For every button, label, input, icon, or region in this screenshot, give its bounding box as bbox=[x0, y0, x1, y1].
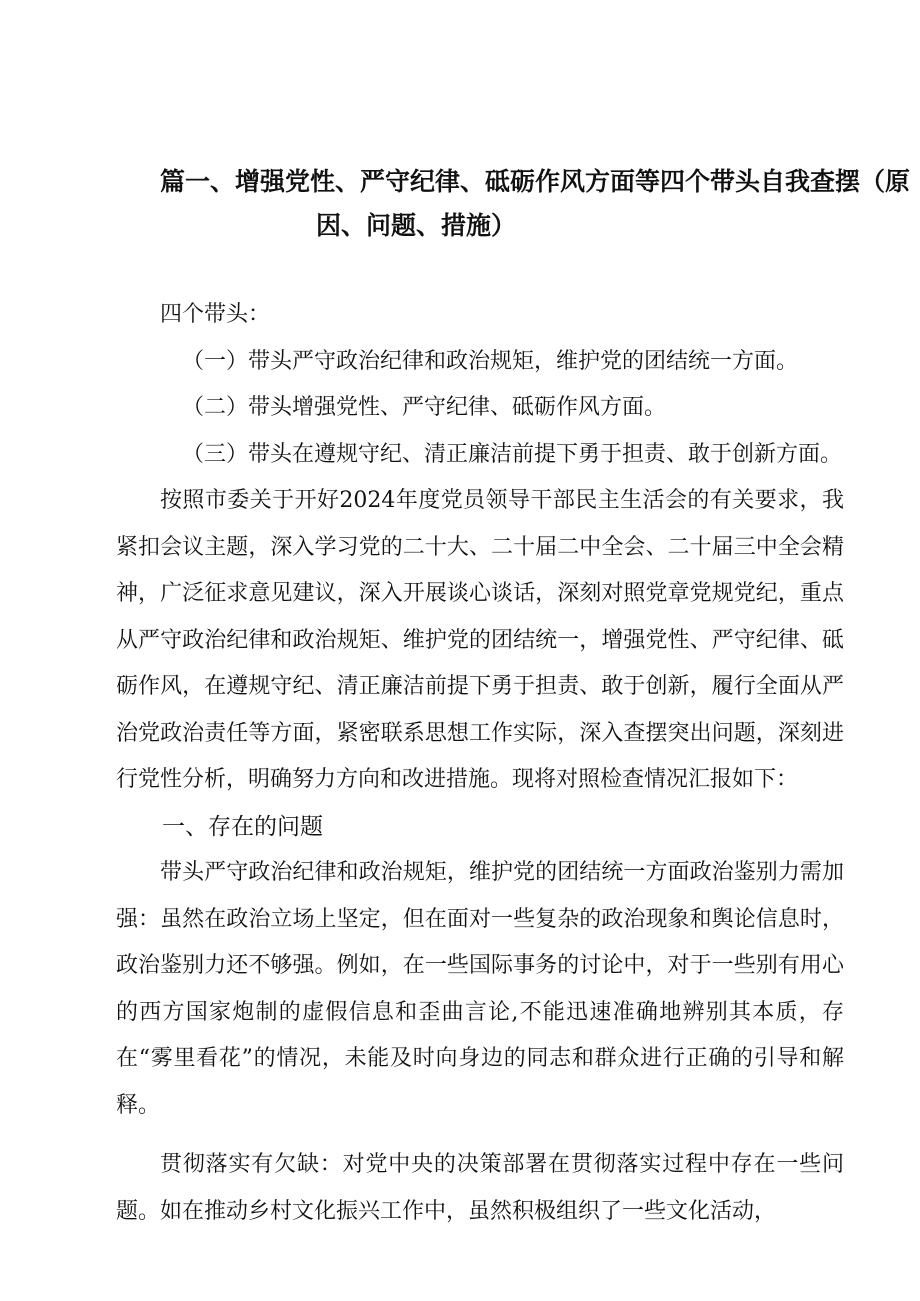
document-body bbox=[116, 292, 844, 1235]
document-title bbox=[160, 160, 911, 248]
title-line-2: 因、问题、措施） bbox=[316, 211, 517, 240]
section-heading: 一、存在的问题 bbox=[162, 813, 323, 840]
list-item-2: （二）带头增强党性、严守纪律、砥砺作风方面。 bbox=[182, 395, 667, 420]
list-item-3: （三）带头在遵规守纪、清正廉洁前提下勇于担责、敢于创新方面。 bbox=[182, 441, 843, 467]
paragraph-implementation: 贯彻落实有欠缺：对党中央的决策部署在贯彻落实过程中存在一些问题。如在推动乡村文化振兴工作中，虽然积极组织了一些文化活动， bbox=[116, 1152, 844, 1224]
list-item-1: （一）带头严守政治纪律和政治规矩，维护党的团结统一方面。 bbox=[182, 348, 799, 374]
intro-label: 四个带头： bbox=[160, 302, 271, 327]
intro-paragraph: 按照市委关于开好2024年度党员领导干部民主生活会的有关要求，我紧扣会议主题，深入学习党的二十大、二十届二中全会、二十届三中全会精神，广泛征求意见建议，深入开展谈心谈话，深刻对照党章党规党纪，重点从严守政治纪律和政治规矩、维护党的团结统一，增强党性、严守纪律、砥砺作风，在遵规守纪、清正廉洁前提下勇于担责、敢于创新，履行全面从严治党政治责任等方面，紧密联系思想工作实际，深入查摆突出问题，深刻进行党性分析，明确努力方向和改进措施。现将对照检查情况汇报如下： bbox=[116, 488, 844, 792]
paragraph-political-discernment: 带头严守政治纪律和政治规矩，维护党的团结统一方面政治鉴别力需加强：虽然在政治立场上坚定，但在面对一些复杂的政治现象和舆论信息时，政治鉴别力还不够强。例如，在一些国际事务的讨论中，对于一些别有用心的西方国家炮制的虚假信息和歪曲言论,不能迅速准确地辨别其本质，存在“雾里看花”的情况，未能及时向身边的同志和群众进行正确的引导和解释。 bbox=[116, 860, 844, 1118]
title-line-1: 篇一、增强党性、严守纪律、砥砺作风方面等四个带头自我查摆（原 bbox=[160, 167, 911, 196]
